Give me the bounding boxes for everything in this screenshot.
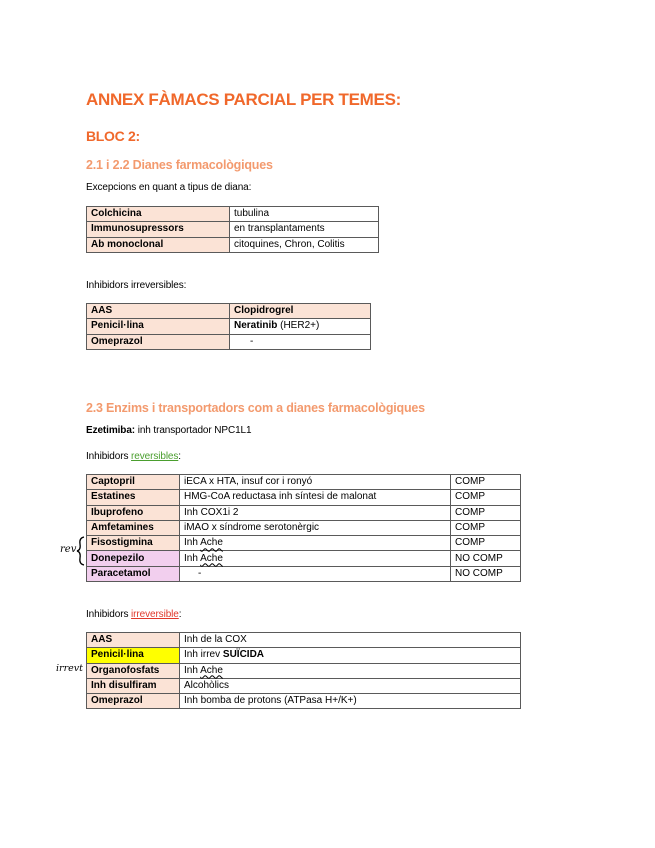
table-row: [87, 520, 521, 535]
table-cell-key: Penicil·lina: [87, 319, 230, 334]
table-cell-value: en transplantaments: [230, 222, 379, 237]
drug-name-bold: Neratinib: [234, 320, 278, 332]
table-cell-key: Omeprazol: [87, 694, 180, 709]
table-row: [87, 237, 379, 252]
table-cell-key: Inh disulfiram: [87, 678, 180, 693]
table-cell-value: [180, 648, 521, 663]
reversible-intro-suffix: :: [178, 451, 181, 462]
table-cell-key: AAS: [87, 304, 230, 319]
table-row: [87, 222, 379, 237]
bloc-heading: BLOC 2:: [86, 128, 140, 144]
table-cell-value: [180, 663, 521, 678]
irreversible-intro-suffix: :: [178, 609, 182, 620]
reversible-intro-prefix: Inhibidors: [86, 451, 132, 462]
table-cell-value: [180, 536, 451, 551]
ache-word: Ache: [200, 664, 223, 676]
table-cell-key: Amfetamines: [87, 520, 180, 535]
ezetimiba-label: Ezetimiba:: [86, 425, 136, 436]
desc-prefix: Inh: [184, 537, 201, 549]
table-cell-key: Omeprazol: [87, 334, 230, 349]
exceptions-table: [86, 206, 379, 253]
table-row: [87, 304, 371, 319]
irreversible-word: irreversible: [131, 609, 179, 620]
ache-word: Ache: [200, 537, 223, 549]
table-cell-key: Penicil·lina: [87, 648, 180, 663]
irreversible-intro-2: [86, 609, 181, 620]
table-cell-key: Clopidrogrel: [230, 304, 371, 319]
table-cell-type: COMP: [451, 520, 521, 535]
table-cell-value: -: [230, 334, 371, 349]
handwritten-rev-note: rev: [60, 544, 77, 555]
table-cell-key: Paracetamol: [87, 566, 180, 581]
table-cell-value: Inh de la COX: [180, 633, 521, 648]
table-cell-value: Inh bomba de protons (ATPasa H+/K+): [180, 694, 521, 709]
table-cell-key: Organofosfats: [87, 663, 180, 678]
table-cell-type: COMP: [451, 505, 521, 520]
table-cell-type: COMP: [451, 475, 521, 490]
page-title: ANNEX FÀMACS PARCIAL PER TEMES:: [86, 90, 401, 109]
handwritten-irrev-note: irrevt: [56, 663, 83, 674]
handwritten-brace-icon: [76, 536, 86, 566]
desc-prefix: Inh irrev: [184, 649, 223, 661]
table-cell-value: iECA x HTA, insuf cor i ronyó: [180, 475, 451, 490]
table-cell-type: NO COMP: [451, 551, 521, 566]
table-cell-value: Inh COX1i 2: [180, 505, 451, 520]
table-cell-value: HMG-CoA reductasa inh síntesi de malonat: [180, 490, 451, 505]
table-cell-key: Immunosupressors: [87, 222, 230, 237]
table-row: [87, 334, 371, 349]
table-cell-value: [180, 551, 451, 566]
table-cell-key: Estatines: [87, 490, 180, 505]
table-row: [87, 633, 521, 648]
table-cell-value: [230, 319, 371, 334]
reversible-inhibitors-table: [86, 474, 521, 582]
reversible-intro: [86, 451, 181, 462]
table-cell-type: COMP: [451, 490, 521, 505]
table-row: [87, 663, 521, 678]
table-cell-type: COMP: [451, 536, 521, 551]
irreversible-inhibitors-table: [86, 303, 371, 350]
ezetimiba-text: inh transportador NPC1L1: [135, 425, 252, 436]
table-row: [87, 475, 521, 490]
table-cell-value: iMAO x síndrome serotonèrgic: [180, 520, 451, 535]
table-row: [87, 490, 521, 505]
table-cell-key: Ibuprofeno: [87, 505, 180, 520]
table-row: [87, 536, 521, 551]
table-cell-key: Colchicina: [87, 207, 230, 222]
intro-text: Excepcions en quant a tipus de diana:: [86, 182, 252, 193]
drug-note: (HER2+): [277, 320, 320, 332]
desc-prefix: Inh: [184, 664, 201, 676]
table-cell-key: Fisostigmina: [87, 536, 180, 551]
section-heading-dianes: 2.1 i 2.2 Dianes farmacològiques: [86, 158, 273, 172]
table-cell-key: Donepezilo: [87, 551, 180, 566]
table-row: [87, 694, 521, 709]
irreversible-enzyme-table: [86, 632, 521, 709]
table-cell-key: Ab monoclonal: [87, 237, 230, 252]
suicida-word: SUÏCIDA: [222, 649, 265, 661]
desc-prefix: Inh: [184, 552, 201, 564]
ache-word: Ache: [200, 552, 223, 564]
irreversible-intro-prefix: Inhibidors: [86, 609, 132, 620]
table-cell-key: Captopril: [87, 475, 180, 490]
table-cell-type: NO COMP: [451, 566, 521, 581]
table-row: [87, 678, 521, 693]
table-cell-value: citoquines, Chron, Colitis: [230, 237, 379, 252]
table-cell-value: tubulina: [230, 207, 379, 222]
table-cell-key: AAS: [87, 633, 180, 648]
table-cell-value: -: [180, 566, 451, 581]
table-row: [87, 551, 521, 566]
table-row: [87, 319, 371, 334]
table-row: [87, 566, 521, 581]
section-heading-enzims: 2.3 Enzims i transportadors com a dianes farmacològiques: [86, 401, 425, 415]
table-row: [87, 505, 521, 520]
table-cell-value: Alcohòlics: [180, 678, 521, 693]
table-row: [87, 207, 379, 222]
irreversible-intro: Inhibidors irreversibles:: [86, 280, 187, 291]
ezetimiba-line: [86, 425, 251, 436]
table-row: [87, 648, 521, 663]
reversible-word: reversibles: [131, 451, 179, 462]
